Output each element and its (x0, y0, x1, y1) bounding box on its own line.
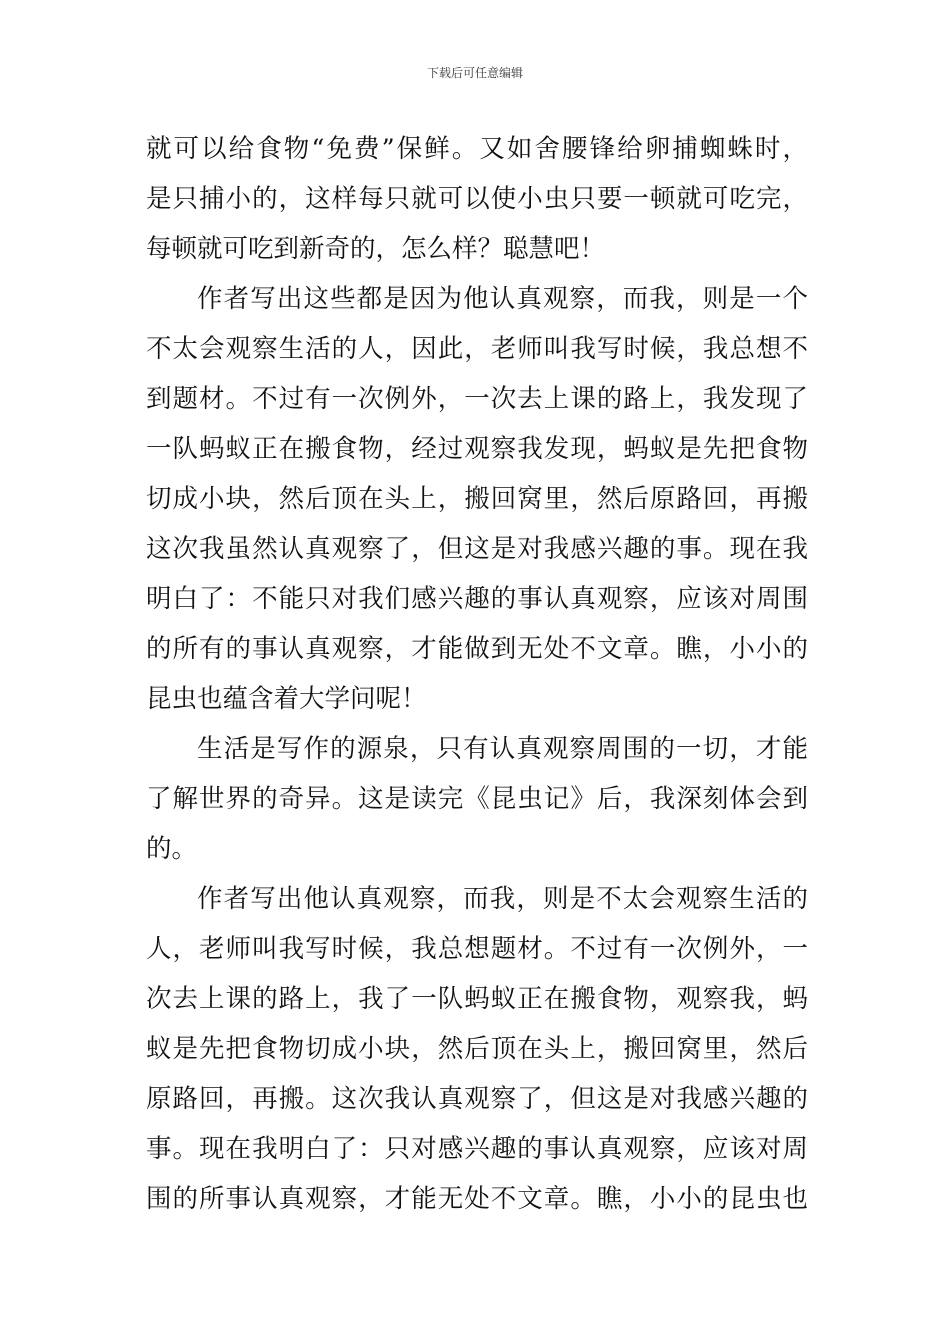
text-line: 生活是写作的源泉，只有认真观察周围的一切，才能 (197, 734, 808, 764)
text-line: 事。现在我明白了：只对感兴趣的事认真观察，应该对周 (146, 1134, 808, 1164)
text-line: 人，老师叫我写时候，我总想题材。不过有一次例外，一 (146, 934, 808, 964)
text-line: 切成小块，然后顶在头上，搬回窝里，然后原路回，再搬 (146, 484, 808, 514)
text-line: 的。 (146, 834, 198, 864)
text-line: 作者写出这些都是因为他认真观察，而我，则是一个 (197, 284, 808, 314)
document-body (146, 124, 808, 1224)
text-line: 次去上课的路上，我了一队蚂蚁正在搬食物，观察我，蚂 (146, 984, 808, 1014)
text-line: 不太会观察生活的人，因此，老师叫我写时候，我总想不 (146, 334, 808, 364)
paragraph-3 (146, 724, 808, 874)
text-line: 就可以给食物“免费”保鲜。又如舍腰锋给卵捕蜘蛛时， (146, 134, 808, 164)
text-line: 昆虫也蕴含着大学问呢！ (146, 684, 427, 714)
paragraph-4 (146, 874, 808, 1224)
text-line: 这次我虽然认真观察了，但这是对我感兴趣的事。现在我 (146, 534, 808, 564)
text-line: 了解世界的奇异。这是读完《昆虫记》后，我深刻体会到 (146, 784, 808, 814)
text-line: 是只捕小的，这样每只就可以使小虫只要一顿就可吃完， (146, 184, 808, 214)
text-line: 到题材。不过有一次例外，一次去上课的路上，我发现了 (146, 384, 808, 414)
text-line: 一队蚂蚁正在搬食物，经过观察我发现，蚂蚁是先把食物 (146, 434, 808, 464)
text-line: 原路回，再搬。这次我认真观察了，但这是对我感兴趣的 (146, 1084, 808, 1114)
text-line: 的所有的事认真观察，才能做到无处不文章。瞧，小小的 (146, 634, 808, 664)
text-line: 围的所事认真观察，才能无处不文章。瞧，小小的昆虫也 (146, 1184, 808, 1214)
page-header: 下载后可任意编辑 (426, 66, 523, 80)
text-line: 明白了：不能只对我们感兴趣的事认真观察，应该对周围 (146, 584, 808, 614)
text-line: 每顿就可吃到新奇的，怎么样？聪慧吧！ (146, 234, 606, 264)
text-line: 作者写出他认真观察，而我，则是不太会观察生活的 (197, 884, 808, 914)
paragraph-2 (146, 274, 808, 724)
paragraph-1 (146, 124, 808, 274)
text-line: 蚁是先把食物切成小块，然后顶在头上，搬回窝里，然后 (146, 1034, 808, 1064)
